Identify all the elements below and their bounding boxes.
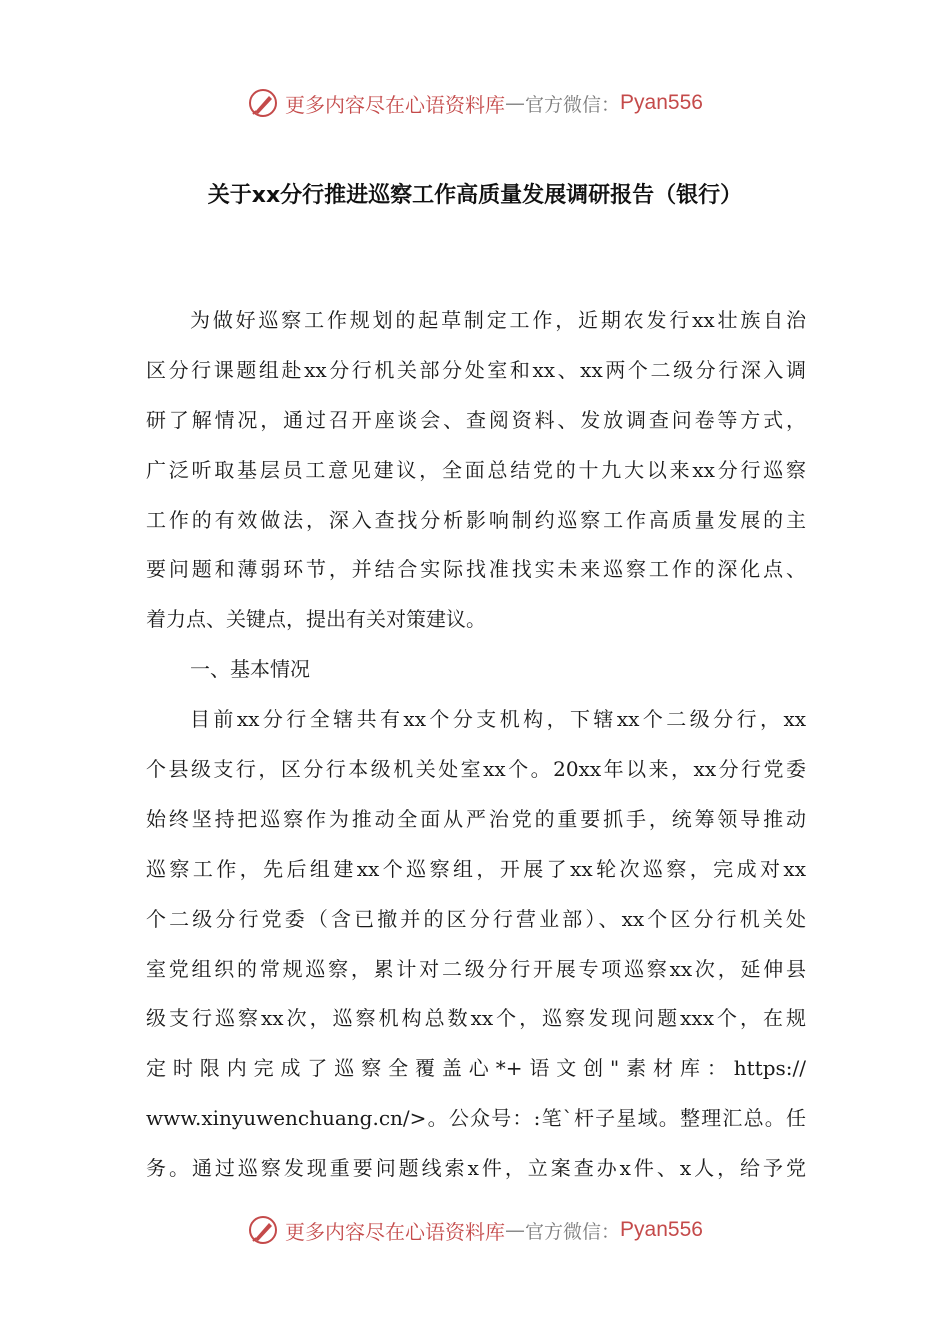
paragraph-line: 室党组织的常规巡察，累计对二级分行开展专项巡察xx次，延伸县 — [146, 956, 806, 981]
paragraph-line: 个二级分行党委（含已撤并的区分行营业部）、xx个区分行机关处 — [146, 906, 806, 931]
paragraph-line: 工作的有效做法，深入查找分析影响制约巡察工作高质量发展的主 — [146, 507, 806, 532]
paragraph-line: 个县级支行，区分行本级机关处室xx个。20xx年以来，xx分行党委 — [146, 757, 806, 782]
paragraph-line: 为做好巡察工作规划的起草制定工作，近期农发行xx壮族自治 — [190, 308, 806, 332]
paragraph-line: 务。通过巡察发现重要问题线索x件，立案查办x件、x人，给予党 — [146, 1156, 806, 1181]
watermark-banner-top — [0, 83, 950, 123]
paragraph-line: 要问题和薄弱环节，并结合实际找准找实未来巡察工作的深化点、 — [146, 557, 806, 582]
paragraph-line: 级支行巡察xx次，巡察机构总数xx个，巡察发现问题xxx个，在规 — [146, 1006, 806, 1031]
paragraph-line: 巡察工作，先后组建xx个巡察组，开展了xx轮次巡察，完成对xx — [146, 856, 806, 881]
paragraph-line: 始终坚持把巡察作为推动全面从严治党的重要抓手，统筹领导推动 — [146, 806, 806, 831]
watermark-banner-bottom — [0, 1210, 950, 1250]
quill-pen-icon — [247, 87, 279, 119]
watermark-wechat-label: 官方微信： — [525, 93, 621, 116]
paragraph-line: 着力点、关键点，提出有关对策建议。 — [146, 607, 486, 632]
quill-pen-icon — [247, 1214, 279, 1246]
watermark-separator: — — [505, 91, 526, 115]
paragraph-line: 定时限内完成了巡察全覆盖心*+语文创"素材库：https:// — [146, 1056, 806, 1081]
paragraph-line: www.xinyuwenchuang.cn/>。公众号：:笔`杆子星域。整理汇总。任 — [146, 1106, 806, 1131]
section-heading: 一、基本情况 — [190, 657, 310, 682]
watermark-wechat-id: Pyan556 — [620, 1218, 703, 1241]
document-title: 关于xx分行推进巡察工作高质量发展调研报告（银行） — [207, 183, 743, 208]
paragraph-line: 区分行课题组赴xx分行机关部分处室和xx、xx两个二级分行深入调 — [146, 357, 806, 382]
watermark-brand-text: 更多内容尽在心语资料库 — [285, 92, 506, 117]
document-body — [146, 296, 806, 1194]
paragraph-line: 目前xx分行全辖共有xx个分支机构，下辖xx个二级分行，xx — [190, 707, 806, 732]
watermark-wechat-id: Pyan556 — [620, 91, 703, 114]
paragraph-line: 研了解情况，通过召开座谈会、查阅资料、发放调查问卷等方式， — [146, 407, 806, 432]
watermark-separator: — — [505, 1218, 526, 1242]
watermark-brand-text: 更多内容尽在心语资料库 — [285, 1219, 506, 1244]
paragraph-line: 广泛听取基层员工意见建议，全面总结党的十九大以来xx分行巡察 — [146, 457, 806, 482]
watermark-wechat-label: 官方微信： — [525, 1220, 621, 1243]
